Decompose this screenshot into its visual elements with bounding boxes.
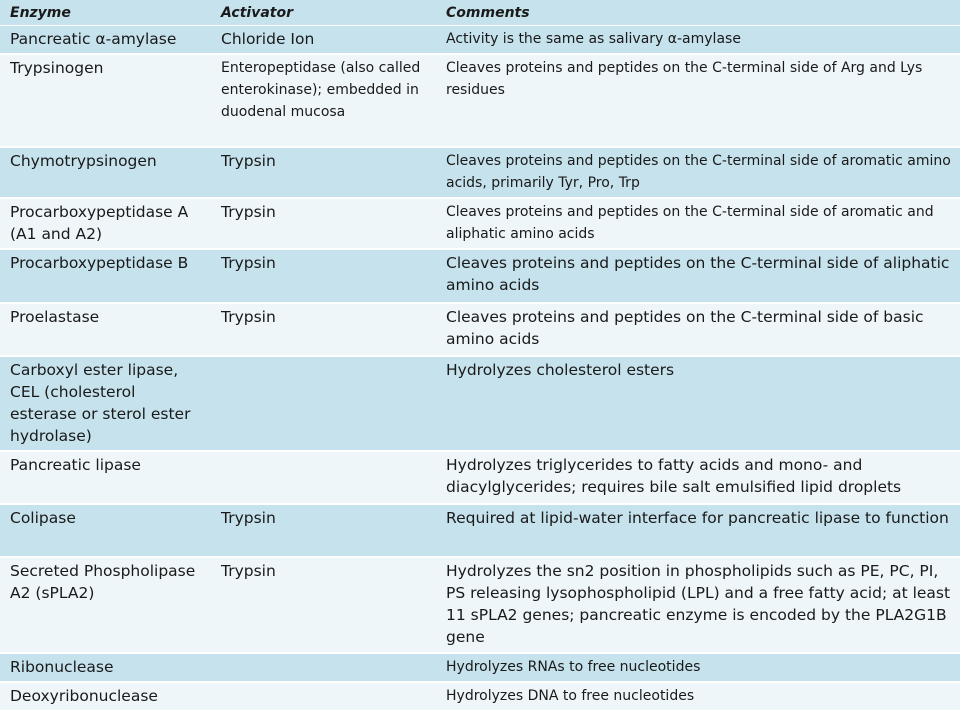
activator-cell: Enteropeptidase (also called enterokinase); embedded in duodenal mucosa: [211, 54, 436, 147]
comments-cell: Cleaves proteins and peptides on the C-terminal side of basic amino acids: [436, 303, 960, 356]
comments-cell: Cleaves proteins and peptides on the C-terminal side of Arg and Lys residues: [436, 54, 960, 147]
header-enzyme: Enzyme: [0, 0, 211, 26]
comments-cell: Cleaves proteins and peptides on the C-terminal side of aromatic amino acids, primarily Tyr, Pro, Trp: [436, 147, 960, 198]
comments-cell: Hydrolyzes RNAs to free nucleotides: [436, 653, 960, 682]
enzyme-cell: Deoxyribonuclease: [0, 682, 211, 711]
activator-cell: Chloride Ion: [211, 26, 436, 55]
header-comments: Comments: [436, 0, 960, 26]
table-row: [0, 557, 960, 653]
table-row: [0, 54, 960, 147]
table-row: [0, 198, 960, 249]
header-activator: Activator: [211, 0, 436, 26]
enzyme-cell: Colipase: [0, 504, 211, 557]
enzyme-cell: Procarboxypeptidase B: [0, 249, 211, 303]
activator-cell: Trypsin: [211, 303, 436, 356]
table-header-row: [0, 0, 960, 26]
enzyme-cell: Pancreatic lipase: [0, 451, 211, 504]
table-row: [0, 504, 960, 557]
comments-cell: Hydrolyzes cholesterol esters: [436, 356, 960, 451]
comments-cell: Required at lipid-water interface for pancreatic lipase to function: [436, 504, 960, 557]
comments-cell: Cleaves proteins and peptides on the C-terminal side of aliphatic amino acids: [436, 249, 960, 303]
activator-cell: [211, 451, 436, 504]
enzyme-cell: Pancreatic α-amylase: [0, 26, 211, 55]
comments-cell: Activity is the same as salivary α-amylase: [436, 26, 960, 55]
comments-cell: Hydrolyzes DNA to free nucleotides: [436, 682, 960, 711]
activator-cell: Trypsin: [211, 147, 436, 198]
table-row: [0, 682, 960, 711]
comments-cell: Hydrolyzes triglycerides to fatty acids and mono- and diacylglycerides; requires bile salt emulsified lipid droplets: [436, 451, 960, 504]
comments-cell: Cleaves proteins and peptides on the C-terminal side of aromatic and aliphatic amino acids: [436, 198, 960, 249]
activator-cell: Trypsin: [211, 504, 436, 557]
enzyme-cell: Ribonuclease: [0, 653, 211, 682]
enzyme-cell: Carboxyl ester lipase, CEL (cholesterol esterase or sterol ester hydrolase): [0, 356, 211, 451]
table-row: [0, 451, 960, 504]
activator-cell: Trypsin: [211, 249, 436, 303]
activator-cell: Trypsin: [211, 198, 436, 249]
enzyme-cell: Secreted Phospholipase A2 (sPLA2): [0, 557, 211, 653]
enzyme-cell: Chymotrypsinogen: [0, 147, 211, 198]
activator-cell: [211, 682, 436, 711]
activator-cell: [211, 356, 436, 451]
enzyme-cell: Trypsinogen: [0, 54, 211, 147]
table-row: [0, 26, 960, 55]
activator-cell: [211, 653, 436, 682]
enzyme-cell: Proelastase: [0, 303, 211, 356]
table-row: [0, 303, 960, 356]
table-row: [0, 653, 960, 682]
activator-cell: Trypsin: [211, 557, 436, 653]
table-row: [0, 147, 960, 198]
comments-cell: Hydrolyzes the sn2 position in phospholipids such as PE, PC, PI, PS releasing lysophospholipid (LPL) and a free fatty acid; at least 11 sPLA2 genes; pancreatic enzyme is encoded by the PLA2G1B gene: [436, 557, 960, 653]
table-row: [0, 356, 960, 451]
table-row: [0, 249, 960, 303]
enzyme-cell: Procarboxypeptidase A (A1 and A2): [0, 198, 211, 249]
